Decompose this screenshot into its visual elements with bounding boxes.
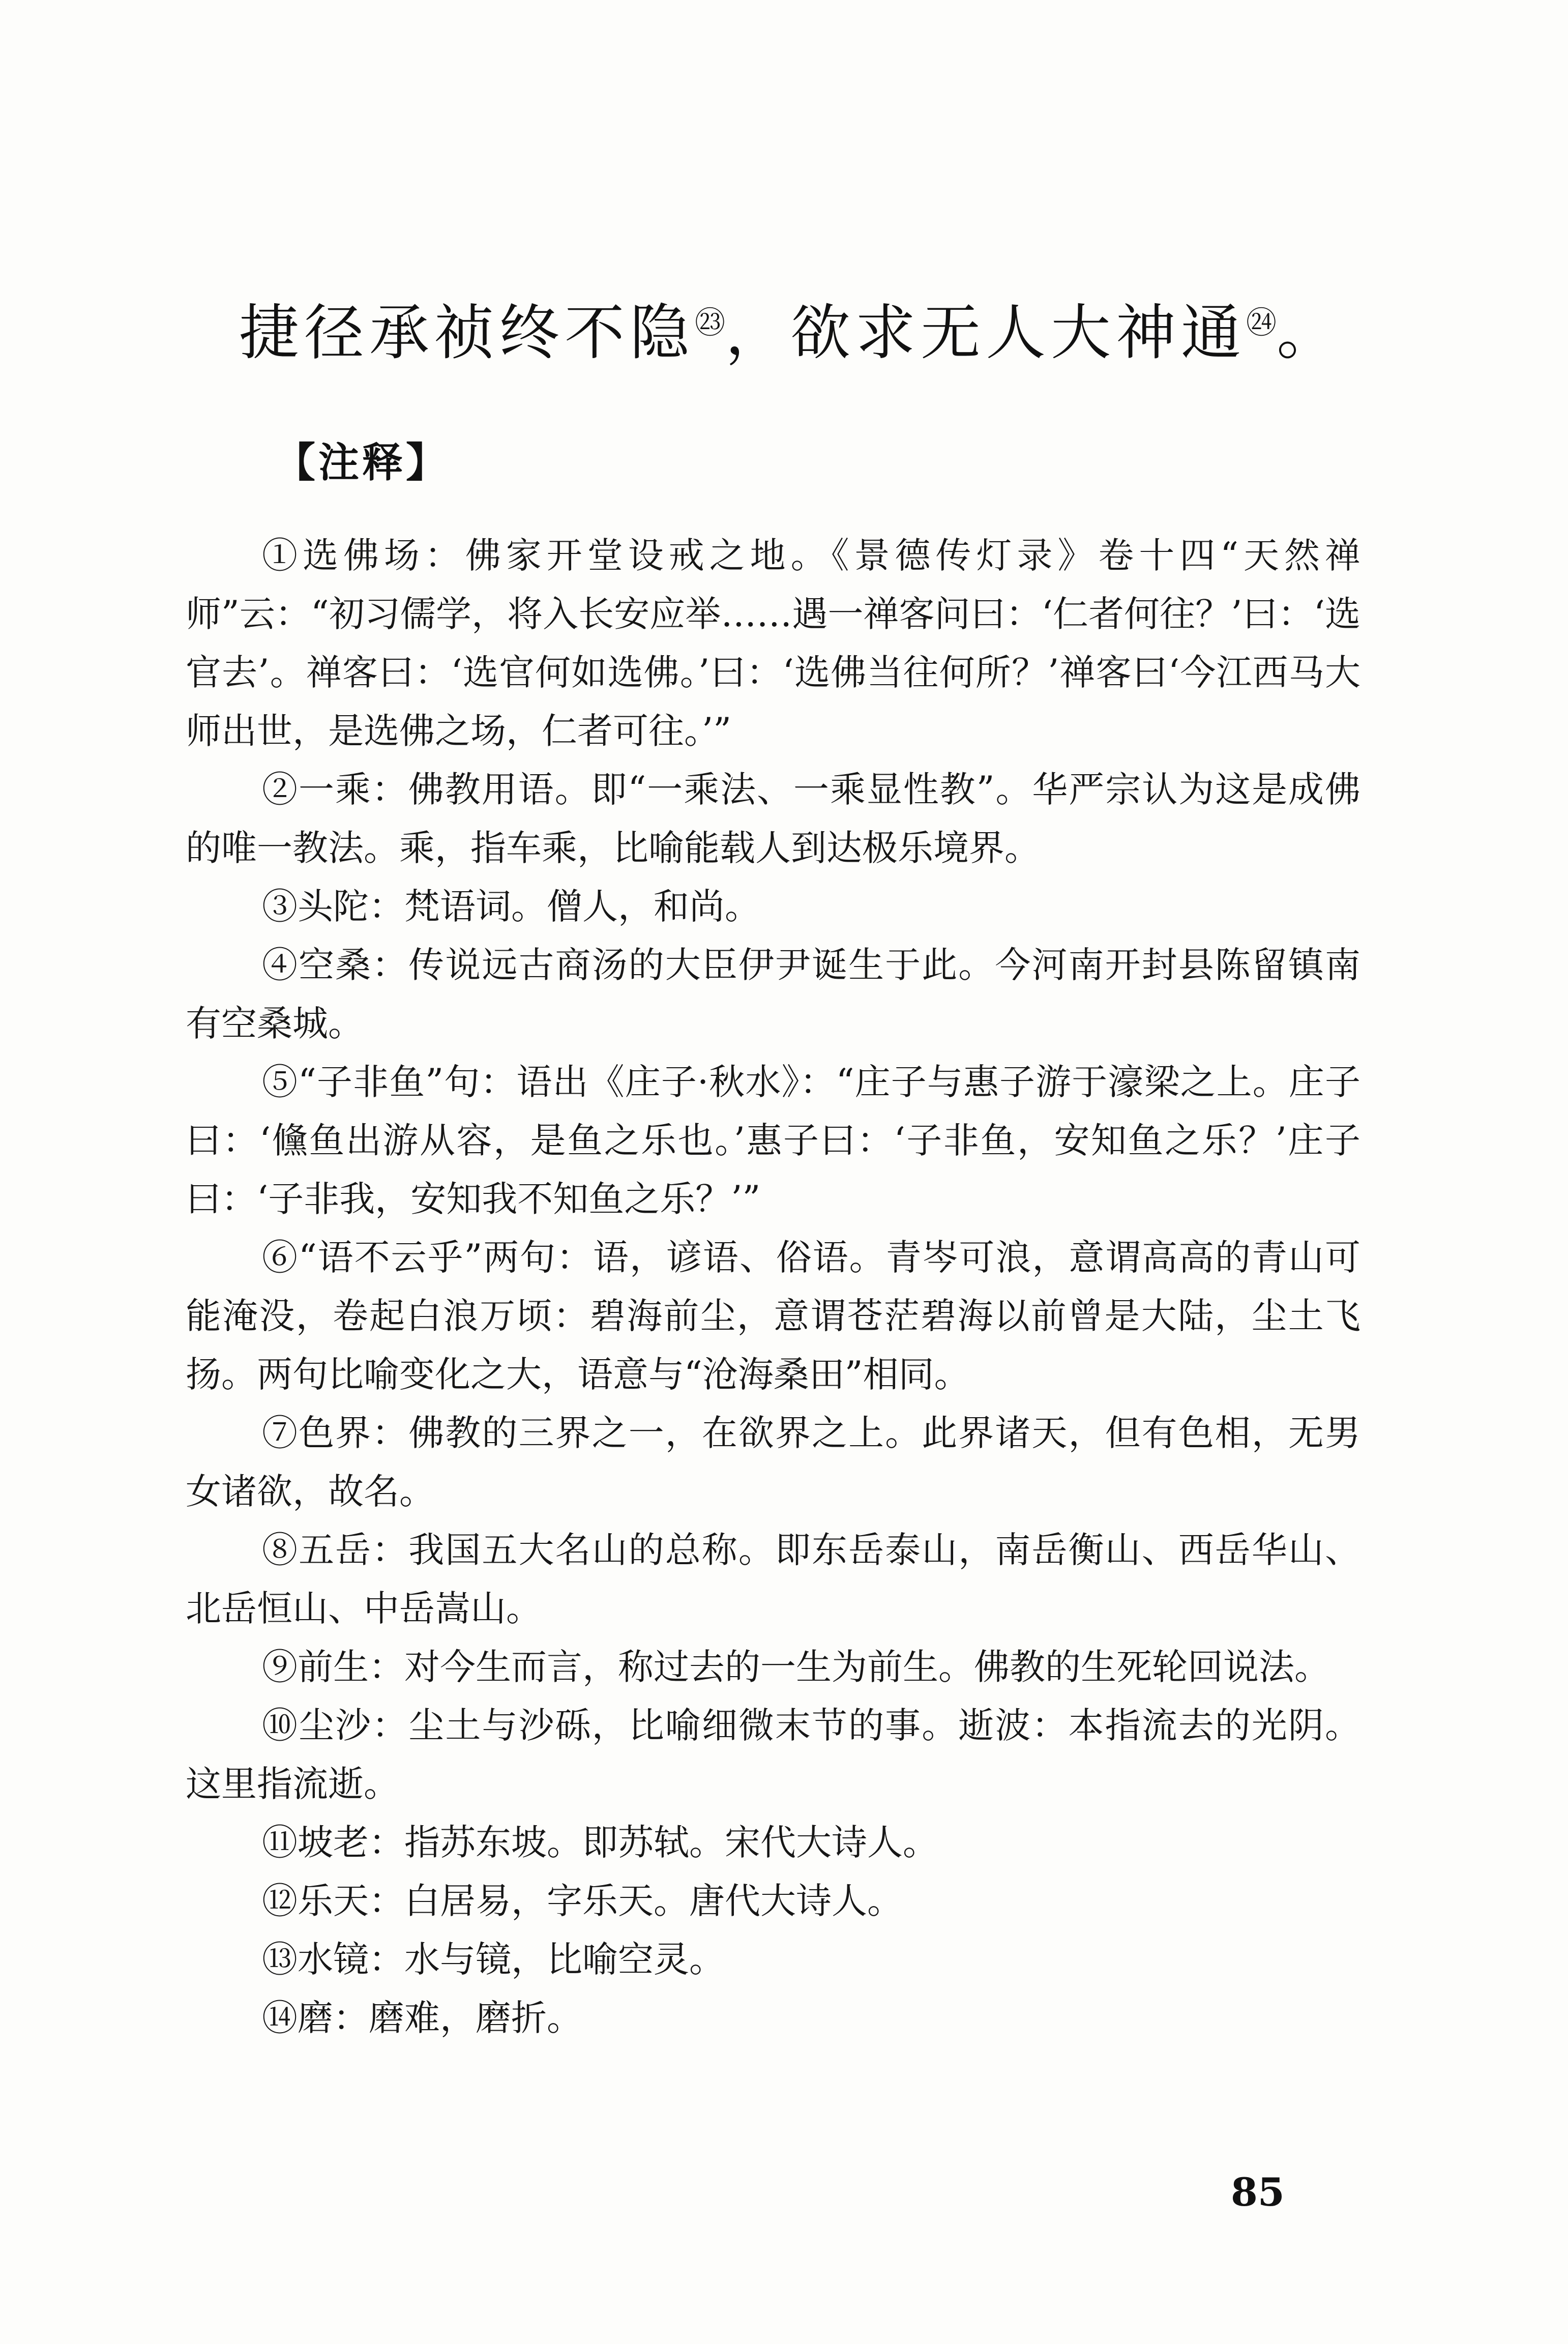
annotation-list (186, 526, 1360, 2047)
annotation-item: ⑧五岳：我国五大名山的总称。即东岳泰山，南岳衡山、西岳华山、北岳恒山、中岳嵩山。 (186, 1529, 1360, 1629)
poem-line (239, 282, 1409, 373)
annotation-item: ①选佛场：佛家开堂设戒之地。《景德传灯录》卷十四“天然禅师”云：“初习儒学，将入长安应举……遇一禅客问曰：‘仁者何往？’曰：‘选官去’。禅客曰：‘选官何如选佛。’曰：‘选佛当往何所？’禅客曰‘今江西马大师出世，是选佛之场，仁者可往。’” (186, 535, 1360, 752)
annotations-heading: 【注释】 (275, 439, 450, 486)
page-number: 85 (1231, 2170, 1285, 2215)
poem-text-c: 。 (1277, 298, 1342, 368)
annotation-item: ⑨前生：对今生而言，称过去的一生为前生。佛教的生死轮回说法。 (262, 1646, 1330, 1688)
footnote-mark-24: ㉔ (1246, 305, 1277, 341)
annotation-item: ④空桑：传说远古商汤的大臣伊尹诞生于此。今河南开封县陈留镇南有空桑城。 (186, 944, 1360, 1044)
annotation-item: ⑪坡老：指苏东坡。即苏轼。宋代大诗人。 (262, 1822, 938, 1863)
annotation-item: ⑫乐天：白居易，字乐天。唐代大诗人。 (262, 1880, 903, 1922)
annotation-item: ③头陀：梵语词。僧人，和尚。 (262, 886, 760, 927)
annotation-item: ⑦色界：佛教的三界之一，在欲界之上。此界诸天，但有色相，无男女诸欲，故名。 (186, 1412, 1360, 1512)
annotation-item: ②一乘：佛教用语。即“一乘法、一乘显性教”。华严宗认为这是成佛的唯一教法。乘，指车乘，比喻能载人到达极乐境界。 (186, 769, 1360, 869)
poem-text-a: 捷径承祯终不隐 (239, 298, 695, 368)
annotation-item: ⑩尘沙：尘土与沙砾，比喻细微末节的事。逝波：本指流去的光阴。这里指流逝。 (186, 1705, 1360, 1805)
annotation-item: ⑥“语不云乎”两句：语，谚语、俗语。青岑可浪，意谓高高的青山可能淹没，卷起白浪万顷：碧海前尘，意谓苍茫碧海以前曾是大陆，尘土飞扬。两句比喻变化之大，语意与“沧海桑田”相同。 (186, 1237, 1360, 1395)
footnote-mark-23: ㉓ (695, 305, 726, 341)
annotation-item: ⑭磨：磨难，磨折。 (262, 1997, 582, 2039)
poem-text-b: ，欲求无人大神通 (725, 298, 1247, 368)
annotation-item: ⑤“子非鱼”句：语出《庄子·秋水》：“庄子与惠子游于濠梁之上。庄子曰：‘儵鱼出游从容，是鱼之乐也。’惠子曰：‘子非鱼，安知鱼之乐？’庄子曰：‘子非我，安知我不知鱼之乐？’” (186, 1061, 1360, 1220)
annotation-item: ⑬水镜：水与镜，比喻空灵。 (262, 1939, 725, 1980)
